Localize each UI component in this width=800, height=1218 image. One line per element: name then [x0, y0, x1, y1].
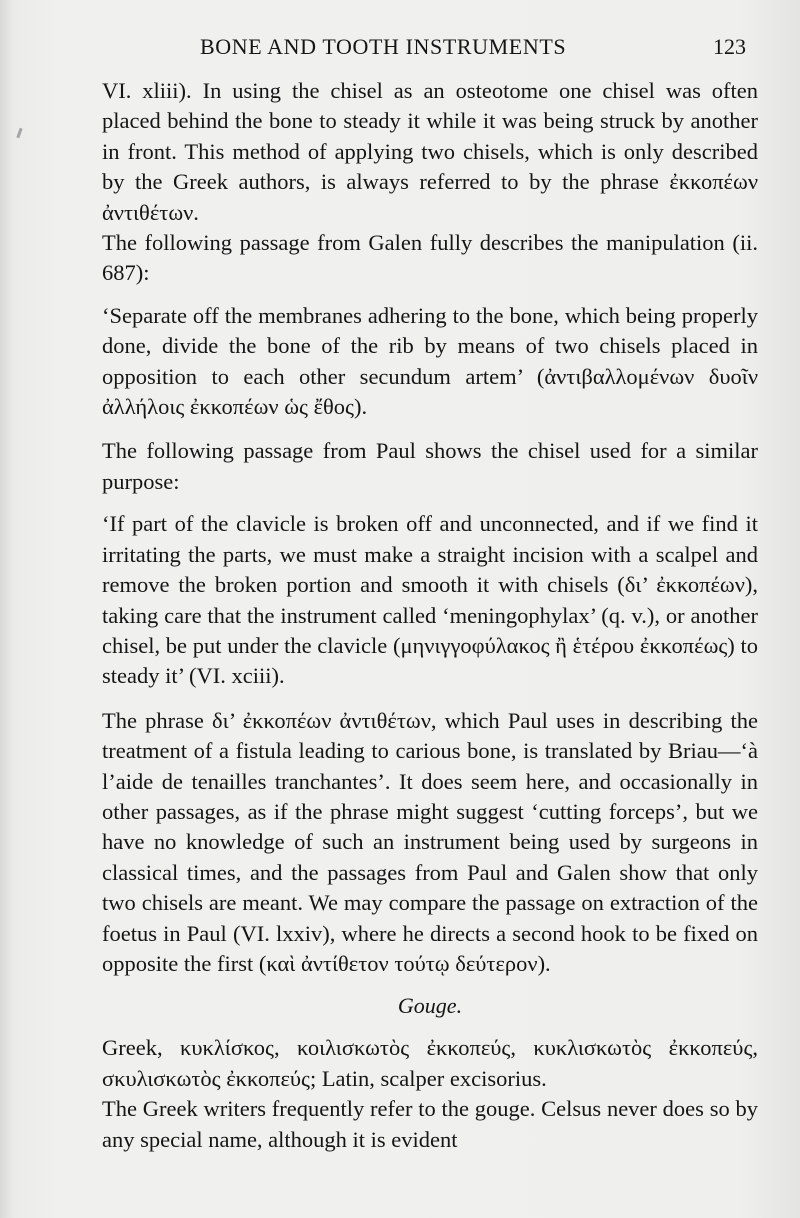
- quotation-paul: ‘If part of the clavicle is broken off and unconnected, and if we find it irritating the parts, we must make a straight incision with a scalpel and remove the broken portion and smooth it with chisels (δι’ ἐκκοπέων), taking care that the instrument called ‘meningophylax’ (q. v.), or another chisel, be put under the clavicle (μηνιγγοφύλακος ἢ ἑτέρου ἐκκοπέως) to steady it’ (VI. xciii).: [102, 511, 758, 689]
- margin-mark: [16, 128, 22, 138]
- page-header: [200, 34, 760, 64]
- paragraph-galen-intro: The following passage from Galen fully describes the manipulation (ii. 687):: [102, 230, 758, 286]
- section-heading-gouge: Gouge.: [397, 993, 463, 1019]
- paragraph-osteotome: VI. xliii). In using the chisel as an osteotome one chisel was often placed behind the bone to steady it while it was being struck by another in front. This method of applying two chisels, which is only described by the Greek authors, is always referred to by the phrase ἐκκοπέων ἀντιθέτων.: [102, 78, 758, 225]
- paragraph-paul-intro: The following passage from Paul shows the chisel used for a similar purpose:: [102, 438, 758, 494]
- paragraph-gouge-names: Greek, κυκλίσκος, κοιλισκωτὸς ἐκκοπεύς, κυκλισκωτὸς ἐκκοπεύς, σκυλισκωτὸς ἐκκοπεύς; Latin, scalper excisorius.: [102, 1035, 758, 1091]
- page-number: 123: [713, 34, 746, 59]
- quotation-galen: ‘Separate off the membranes adhering to the bone, which being properly done, divide the bone of the rib by means of two chisels placed in opposition to each other secundum artem’ (ἀντιβαλλομένων δυοῖν ἀλλήλοις ἐκκοπέων ὡς ἔθος).: [102, 302, 758, 420]
- paragraph-briau: The phrase δι’ ἐκκοπέων ἀντιθέτων, which Paul uses in describing the treatment of a fistula leading to carious bone, is translated by Briau—‘à l’aide de tenailles tranchantes’. It does seem here, and occasionally in other passages, as if the phrase might suggest ‘cutting forceps’, but we have no knowledge of such an instrument being used by surgeons in classical times, and the passages from Paul and Galen show that only two chisels are meant. We may compare the passage on extraction of the foetus in Paul (VI. lxxiv), where he directs a second hook to be fixed on opposite the first (καὶ ἀντίθετον τούτῳ δεύτερον).: [102, 707, 758, 976]
- paragraph-gouge-greek-writers: The Greek writers frequently refer to the gouge. Celsus never does so by any special name, although it is evident: [102, 1096, 758, 1152]
- running-head: BONE AND TOOTH INSTRUMENTS: [200, 34, 567, 59]
- page-body: [102, 76, 758, 1155]
